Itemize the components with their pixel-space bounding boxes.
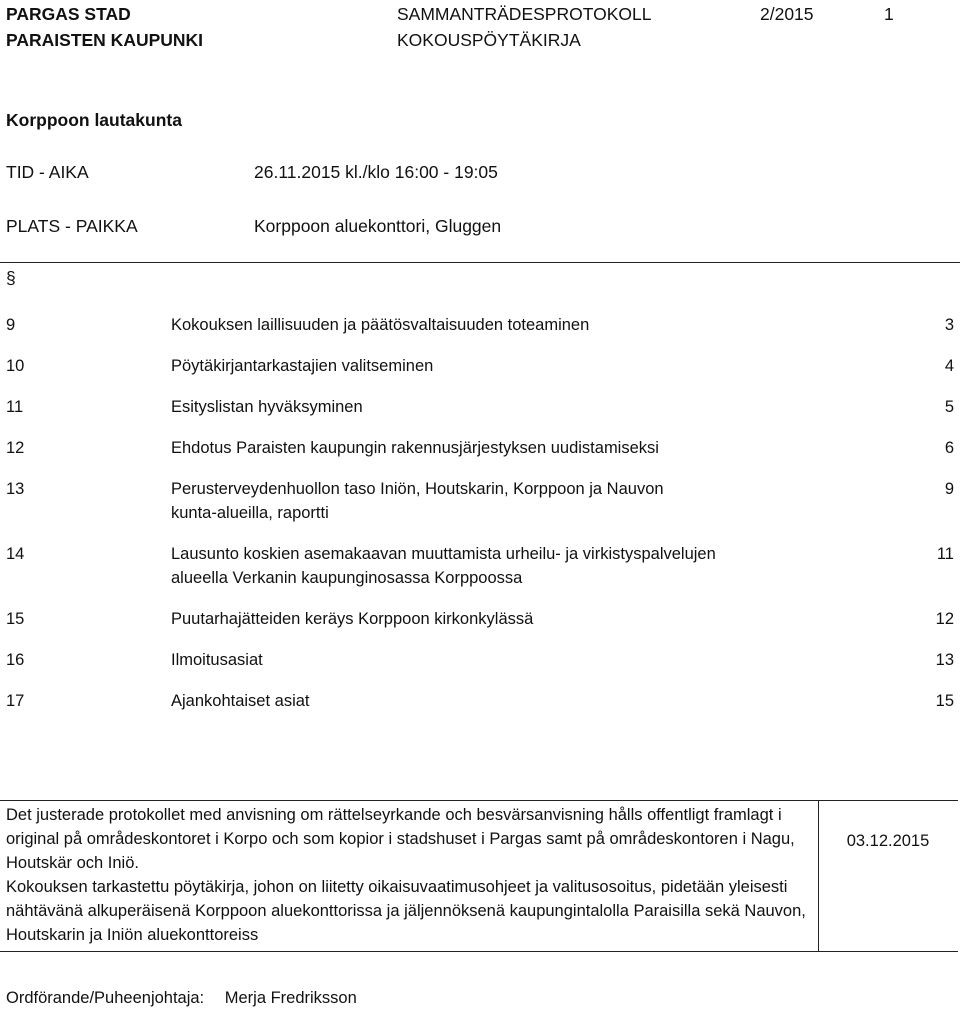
agenda-item <box>0 607 960 631</box>
agenda-item-page: 11 <box>936 545 954 563</box>
agenda-item-number: 9 <box>6 316 16 334</box>
agenda-item-title: Puutarhajätteiden keräys Korppoon kirkonkylässä <box>171 610 534 628</box>
agenda-item-page: 4 <box>944 357 954 375</box>
agenda-item <box>0 354 960 378</box>
agenda-item-number: 16 <box>6 651 25 669</box>
agenda-item-title: Ilmoitusasiat <box>171 651 263 669</box>
section-symbol: § <box>6 268 16 288</box>
page-number: 1 <box>884 4 894 24</box>
agenda-item <box>0 542 960 590</box>
chair-name: Merja Fredriksson <box>224 989 357 1007</box>
agenda-item-number: 14 <box>6 545 25 563</box>
org-name-sv: PARGAS STAD <box>6 4 131 24</box>
agenda-item-title: Esityslistan hyväksyminen <box>171 398 363 416</box>
agenda-item <box>0 313 960 337</box>
agenda-item <box>0 648 960 672</box>
notice-divider <box>818 801 819 951</box>
doc-type-fi: KOKOUSPÖYTÄKIRJA <box>397 30 581 50</box>
notice-text-fi: Kokouksen tarkastettu pöytäkirja, johon on liitetty oikaisuvaatimusohjeet ja valitusosoitus, pidetään yleisesti nähtävänä alkuperäisenä Korppoon aluekonttorissa ja jäljennöksenä kaupungintalolla Paraisilla sekä Nauvon, Houtskarin ja Iniön aluekonttoreiss <box>6 878 806 944</box>
place-label: PLATS - PAIKKA <box>6 216 138 236</box>
place-value: Korppoon aluekonttori, Gluggen <box>254 216 502 236</box>
chair-line <box>6 986 357 1010</box>
agenda-item-page: 9 <box>944 480 954 498</box>
notice-text <box>0 801 812 951</box>
agenda-item-title: Lausunto koskien asemakaavan muuttamista urheilu- ja virkistyspalvelujen alueella Verkanin kaupunginosassa Korppoossa <box>171 545 716 587</box>
agenda-item-number: 13 <box>6 480 25 498</box>
agenda-item-page: 15 <box>935 692 954 710</box>
agenda-item <box>0 436 960 460</box>
protocol-number: 2/2015 <box>760 4 814 24</box>
doc-type-sv: SAMMANTRÄDESPROTOKOLL <box>397 4 652 24</box>
agenda-item-page: 3 <box>944 316 954 334</box>
agenda-item-title: Perusterveydenhuollon taso Iniön, Houtskarin, Korppoon ja Nauvon kunta-alueilla, raportti <box>171 480 664 522</box>
committee-name: Korppoon lautakunta <box>6 110 182 130</box>
agenda-item <box>0 477 960 525</box>
agenda-item-number: 15 <box>6 610 25 628</box>
agenda-item-title: Ehdotus Paraisten kaupungin rakennusjärjestyksen uudistamiseksi <box>171 439 659 457</box>
agenda-item-number: 11 <box>6 398 24 416</box>
agenda-list <box>0 313 960 730</box>
org-name-fi: PARAISTEN KAUPUNKI <box>6 30 204 50</box>
agenda-item-page: 6 <box>944 439 954 457</box>
agenda-item-title: Ajankohtaiset asiat <box>171 692 310 710</box>
agenda-item-title: Pöytäkirjantarkastajien valitseminen <box>171 357 434 375</box>
agenda-item <box>0 689 960 713</box>
agenda-item-number: 10 <box>6 357 25 375</box>
notice-date: 03.12.2015 <box>846 832 930 850</box>
header-divider <box>0 262 960 263</box>
notice-box <box>0 800 958 952</box>
agenda-item-title: Kokouksen laillisuuden ja päätösvaltaisuuden toteaminen <box>171 316 590 334</box>
agenda-item-page: 13 <box>935 651 954 669</box>
chair-label: Ordförande/Puheenjohtaja: <box>6 989 205 1007</box>
agenda-item <box>0 395 960 419</box>
agenda-item-number: 12 <box>6 439 25 457</box>
time-label: TID - AIKA <box>6 162 89 182</box>
notice-text-sv: Det justerade protokollet med anvisning om rättelseyrkande och besvärsanvisning hålls offentligt framlagt i original på områdeskontoret i Korpo och som kopior i stadshuset i Pargas samt på områdeskontoren i Nagu, Houtskär och Iniö. <box>6 806 795 872</box>
time-value: 26.11.2015 kl./klo 16:00 - 19:05 <box>254 162 498 182</box>
agenda-item-page: 5 <box>944 398 954 416</box>
agenda-item-page: 12 <box>935 610 954 628</box>
agenda-item-number: 17 <box>6 692 25 710</box>
